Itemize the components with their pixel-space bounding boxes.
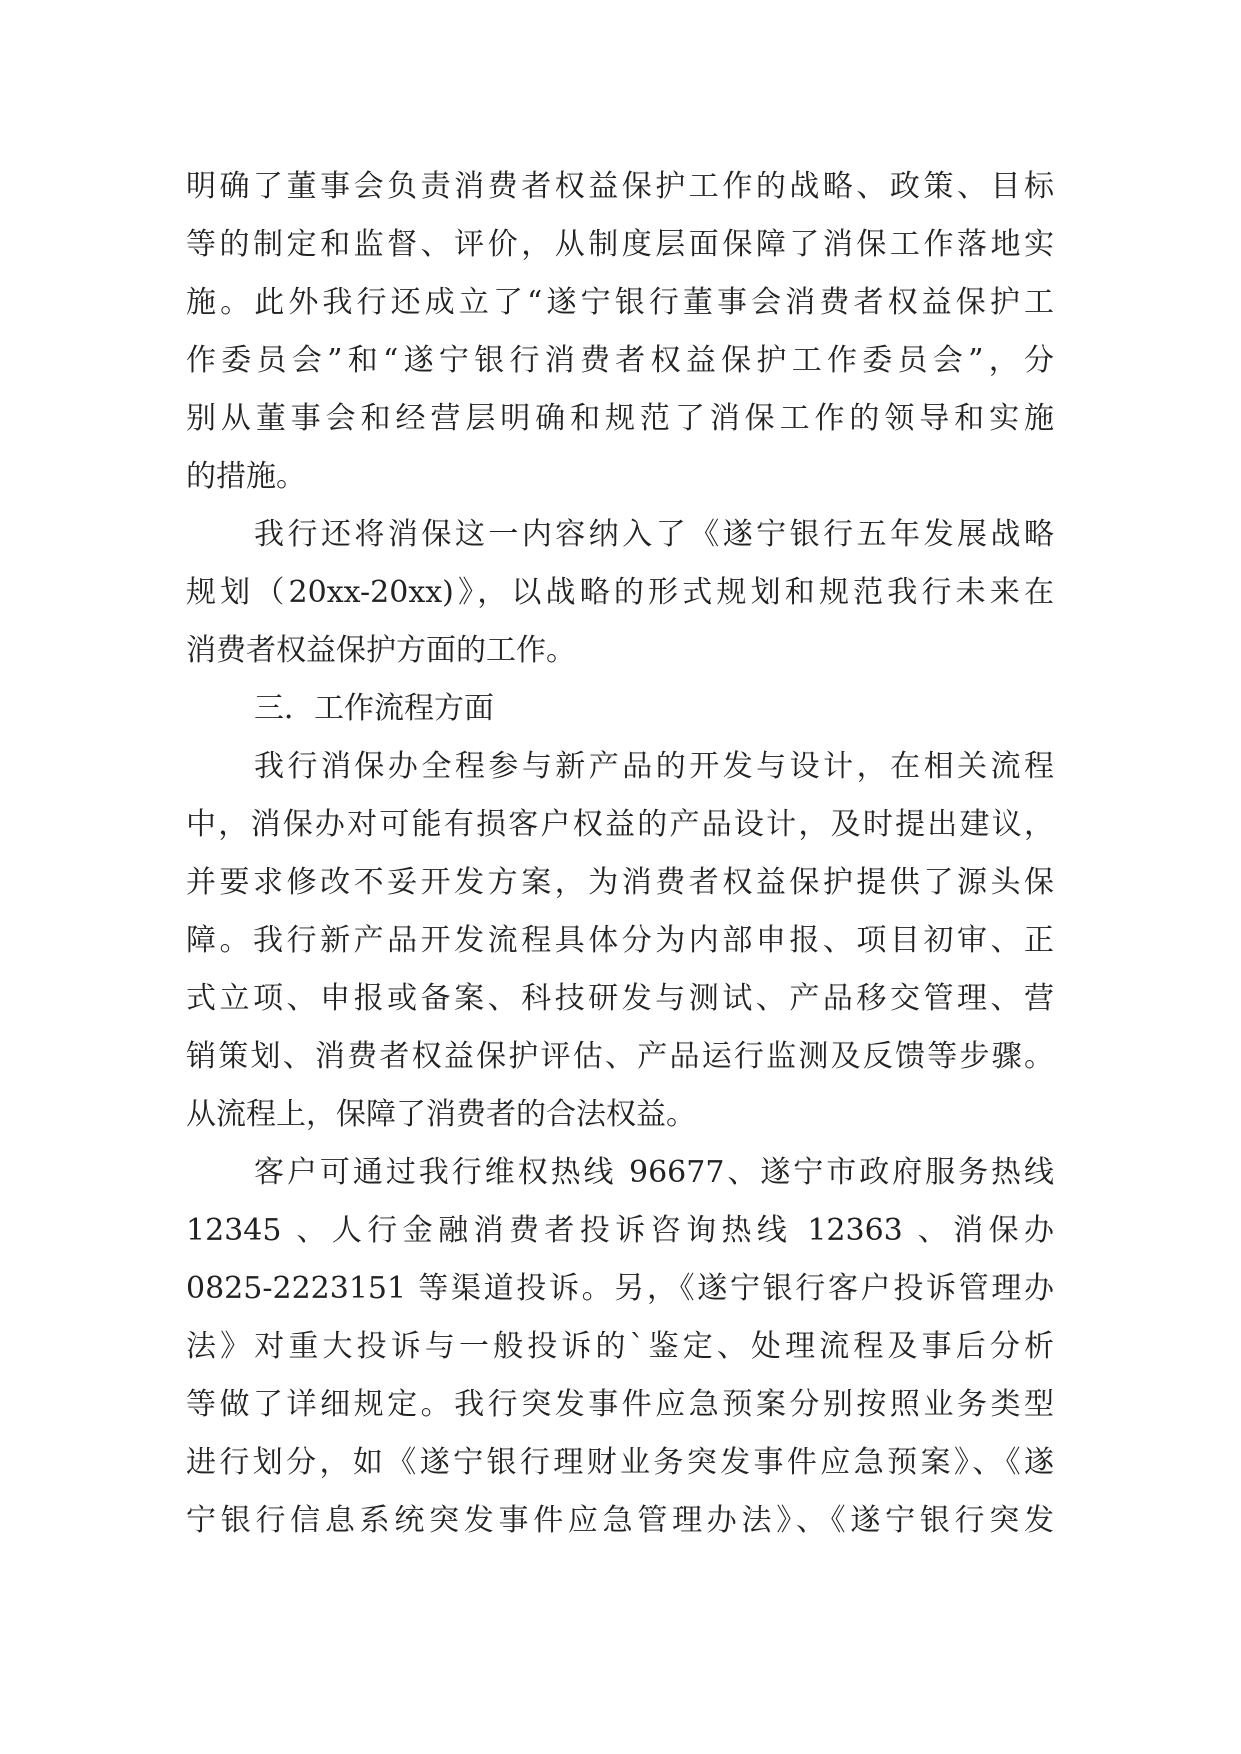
text-line: 法》对重大投诉与一般投诉的`鉴定、处理流程及事后分析 bbox=[186, 1329, 1054, 1364]
text-line: 消费者权益保护方面的工作。 bbox=[186, 633, 576, 668]
text-line: 客户可通过我行维权热线 96677、遂宁市政府服务热线 bbox=[254, 1155, 1054, 1190]
paragraph-board-responsibility bbox=[186, 158, 1054, 506]
text-line: 明确了董事会负责消费者权益保护工作的战略、政策、目标 bbox=[186, 169, 1054, 204]
text-line: 我行还将消保这一内容纳入了《遂宁银行五年发展战略 bbox=[254, 517, 1054, 552]
paragraph-complaint-channels bbox=[186, 1144, 1054, 1550]
section-heading bbox=[186, 680, 1054, 738]
text-line: 从流程上，保障了消费者的合法权益。 bbox=[186, 1097, 696, 1132]
text-line: 我行消保办全程参与新产品的开发与设计，在相关流程 bbox=[254, 749, 1054, 784]
text-line: 的措施。 bbox=[186, 459, 306, 494]
text-line: 障。我行新产品开发流程具体分为内部申报、项目初审、正 bbox=[186, 923, 1054, 958]
document-body bbox=[186, 158, 1054, 1550]
text-line: 规划（20xx-20xx)》，以战略的形式规划和规范我行未来在 bbox=[186, 575, 1054, 610]
text-line: 销策划、消费者权益保护评估、产品运行监测及反馈等步骤。 bbox=[186, 1039, 1054, 1074]
paragraph-strategy-plan bbox=[186, 506, 1054, 680]
text-line: 等做了详细规定。我行突发事件应急预案分别按照业务类型 bbox=[186, 1387, 1054, 1422]
text-line: 0825-2223151 等渠道投诉。另，《遂宁银行客户投诉管理办 bbox=[186, 1271, 1054, 1306]
text-line: 别从董事会和经营层明确和规范了消保工作的领导和实施 bbox=[186, 401, 1054, 436]
text-line: 中，消保办对可能有损客户权益的产品设计，及时提出建议， bbox=[186, 807, 1054, 842]
paragraph-product-development bbox=[186, 738, 1054, 1144]
text-line: 等的制定和监督、评价，从制度层面保障了消保工作落地实 bbox=[186, 227, 1054, 262]
heading-workflow: 三．工作流程方面 bbox=[254, 691, 494, 726]
text-line: 并要求修改不妥开发方案，为消费者权益保护提供了源头保 bbox=[186, 865, 1054, 900]
text-line: 作委员会”和“遂宁银行消费者权益保护工作委员会”，分 bbox=[186, 343, 1054, 378]
text-line: 式立项、申报或备案、科技研发与测试、产品移交管理、营 bbox=[186, 981, 1054, 1016]
text-line: 12345 、人行金融消费者投诉咨询热线 12363 、消保办 bbox=[186, 1213, 1054, 1248]
text-line: 进行划分，如《遂宁银行理财业务突发事件应急预案》、《遂 bbox=[186, 1445, 1054, 1480]
text-line: 宁银行信息系统突发事件应急管理办法》、《遂宁银行突发 bbox=[186, 1503, 1054, 1538]
text-line: 施。此外我行还成立了“遂宁银行董事会消费者权益保护工 bbox=[186, 285, 1054, 320]
